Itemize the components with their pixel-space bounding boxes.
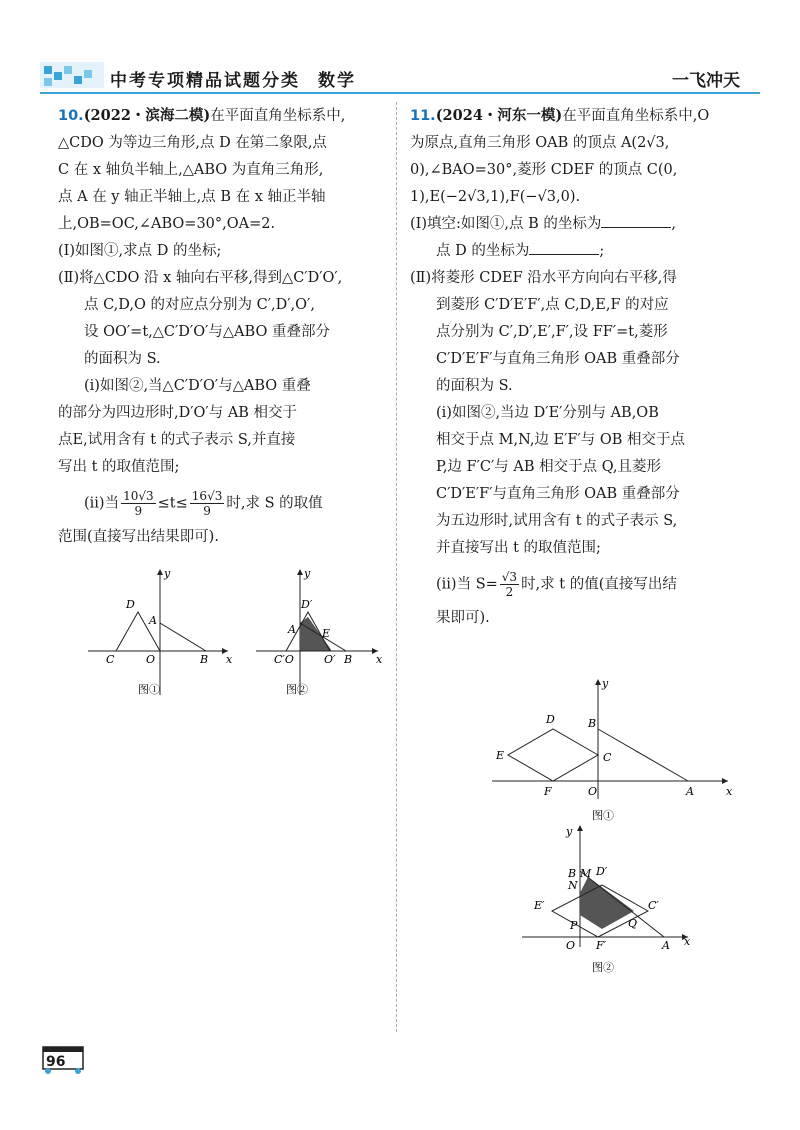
column-divider [396, 102, 397, 1032]
problem-11-figures [488, 675, 738, 975]
part-2-line: 点分别为 C′,D′,E′,F′,设 FF′=t,菱形 [436, 324, 668, 340]
header-divider [40, 92, 760, 94]
stem-line: 点 A 在 y 轴正半轴上,点 B 在 x 轴正半轴 [58, 189, 326, 205]
answer-blank[interactable] [601, 213, 671, 228]
page-header [40, 56, 760, 96]
sub-1-line: (ⅰ)如图②,当△C′D′O′与△ABO 重叠 [84, 378, 311, 394]
svg-text:C: C [106, 653, 115, 666]
problem-number: 11. [410, 108, 436, 124]
svg-text:P: P [570, 919, 578, 932]
answer-blank[interactable] [529, 240, 599, 255]
svg-text:x: x [684, 935, 691, 948]
svg-text:D′: D′ [596, 865, 608, 878]
problem-10 [58, 102, 390, 551]
part-2-line: 设 OO′=t,△C′D′O′与△ABO 重叠部分 [84, 324, 330, 340]
sub-1-line: 的部分为四边形时,D′O′与 AB 相交于 [58, 405, 298, 421]
svg-text:A: A [686, 785, 694, 798]
svg-text:D: D [126, 598, 135, 611]
sub-1-line: 写出 t 的取值范围; [58, 459, 180, 475]
svg-text:A: A [288, 623, 296, 636]
stem-line: 0),∠BAO=30°,菱形 CDEF 的顶点 C(0, [410, 162, 678, 178]
problem-11 [410, 102, 740, 632]
svg-text:A: A [662, 939, 670, 952]
svg-text:C′O: C′O [274, 653, 294, 666]
figure-caption: 图① [592, 809, 614, 822]
header-title: 中考专项精品试题分类 数学 [110, 71, 356, 91]
problem-source: (2024・河东一模) [435, 107, 563, 124]
sub-1-line: P,边 F′C′与 AB 相交于点 Q,且菱形 [436, 459, 662, 475]
figure-10-1 [88, 567, 233, 696]
sub-2-line: (ⅱ)当 $\frac{10√3}{9}$ ≤t≤ $\frac{16√3}{9}$ 时,求 S 的取值 [84, 489, 323, 518]
svg-text:x: x [226, 653, 233, 666]
svg-text:B: B [568, 867, 577, 880]
stem-line: 上,OB=OC,∠ABO=30°,OA=2. [58, 216, 276, 232]
part-1-a: (Ⅰ)填空:如图①,点 B 的坐标为 , [410, 211, 740, 238]
sub-2-end: 果即可). [436, 610, 490, 626]
sub-1-line: C′D′E′F′与直角三角形 OAB 重叠部分 [436, 486, 680, 502]
header-logo-icon [40, 60, 104, 90]
part-2-line: 到菱形 C′D′E′F′,点 C,D,E,F 的对应 [436, 297, 669, 313]
svg-text:E: E [322, 627, 331, 640]
stem-line: △CDO 为等边三角形,点 D 在第二象限,点 [58, 135, 327, 151]
sub-1-line: (ⅰ)如图②,当边 D′E′分别与 AB,OB [436, 405, 659, 421]
svg-text:y: y [602, 677, 609, 690]
figure-10-2 [256, 567, 383, 696]
fraction: $\frac{16√3}{9}$ [191, 489, 223, 518]
stem-line: 1),E(−2√3,1),F(−√3,0). [410, 189, 581, 205]
figure-caption: 图② [286, 683, 308, 696]
part-2-line: C′D′E′F′与直角三角形 OAB 重叠部分 [436, 351, 680, 367]
sub-1-line: 点E,试用含有 t 的式子表示 S,并直接 [58, 432, 296, 448]
part-2-line: 的面积为 S. [84, 351, 161, 367]
part-1-b: 点 D 的坐标为 ; [410, 238, 740, 265]
part-1: (Ⅰ)如图①,求点 D 的坐标; [58, 243, 222, 259]
header-subject: 数学 [318, 71, 356, 91]
figure-11-1 [492, 677, 733, 822]
figure-caption: 图② [592, 961, 614, 974]
svg-text:Q: Q [628, 917, 638, 930]
fraction: $\frac{10√3}{9}$ [123, 489, 154, 518]
svg-text:A: A [149, 614, 157, 627]
svg-text:D′: D′ [301, 598, 313, 611]
stem-line: 在平面直角坐标系中,O [562, 108, 710, 124]
svg-text:B: B [344, 653, 353, 666]
stem-line: C 在 x 轴负半轴上,△ABO 为直角三角形, [58, 162, 324, 178]
page-number: 96 [46, 1054, 66, 1070]
sub-1-line: 相交于点 M,N,边 E′F′与 OB 相交于点 [436, 432, 686, 448]
svg-text:B: B [588, 717, 597, 730]
svg-text:O′: O′ [324, 653, 336, 666]
sub-1-line: 并直接写出 t 的取值范围; [436, 540, 601, 556]
figure-caption: 图① [138, 683, 160, 696]
sub-2-line: (ⅱ)当 S= $\frac{√3}{2}$ 时,求 t 的值(直接写出结 [436, 570, 677, 599]
problem-number: 10. [58, 108, 84, 124]
svg-text:E: E [496, 749, 505, 762]
stem-line: 在平面直角坐标系中, [210, 108, 346, 124]
problem-source: (2022・滨海二模) [83, 107, 211, 124]
sub-2-end: 范围(直接写出结果即可). [58, 529, 219, 545]
svg-text:M: M [580, 867, 592, 880]
svg-text:B: B [200, 653, 209, 666]
svg-text:O: O [146, 653, 156, 666]
svg-text:E′: E′ [534, 899, 545, 912]
svg-text:F: F [544, 785, 552, 798]
svg-text:y: y [164, 567, 171, 580]
svg-text:C: C [603, 751, 612, 764]
sub-1-line: 为五边形时,试用含有 t 的式子表示 S, [436, 513, 678, 529]
svg-text:y: y [304, 567, 311, 580]
svg-text:O: O [566, 939, 576, 952]
svg-text:O: O [588, 785, 598, 798]
stem-line: 为原点,直角三角形 OAB 的顶点 A(2√3, [410, 135, 670, 151]
svg-text:x: x [376, 653, 383, 666]
part-2-line: (Ⅱ)将菱形 CDEF 沿水平方向向右平移,得 [410, 270, 677, 286]
figure-11-2 [522, 825, 691, 974]
svg-text:C′: C′ [648, 899, 659, 912]
svg-text:x: x [726, 785, 733, 798]
part-2-line: (Ⅱ)将△CDO 沿 x 轴向右平移,得到△C′D′O′, [58, 270, 343, 286]
svg-text:D: D [546, 713, 555, 726]
header-brand: 一飞冲天 [672, 71, 740, 91]
problem-10-figures [88, 565, 388, 705]
fraction: $\frac{√3}{2}$ [501, 570, 518, 599]
part-2-line: 点 C,D,O 的对应点分别为 C′,D′,O′, [84, 297, 315, 313]
svg-text:y: y [566, 825, 573, 838]
svg-text:F′: F′ [596, 939, 607, 952]
svg-text:N: N [568, 879, 578, 892]
part-2-line: 的面积为 S. [436, 378, 513, 394]
